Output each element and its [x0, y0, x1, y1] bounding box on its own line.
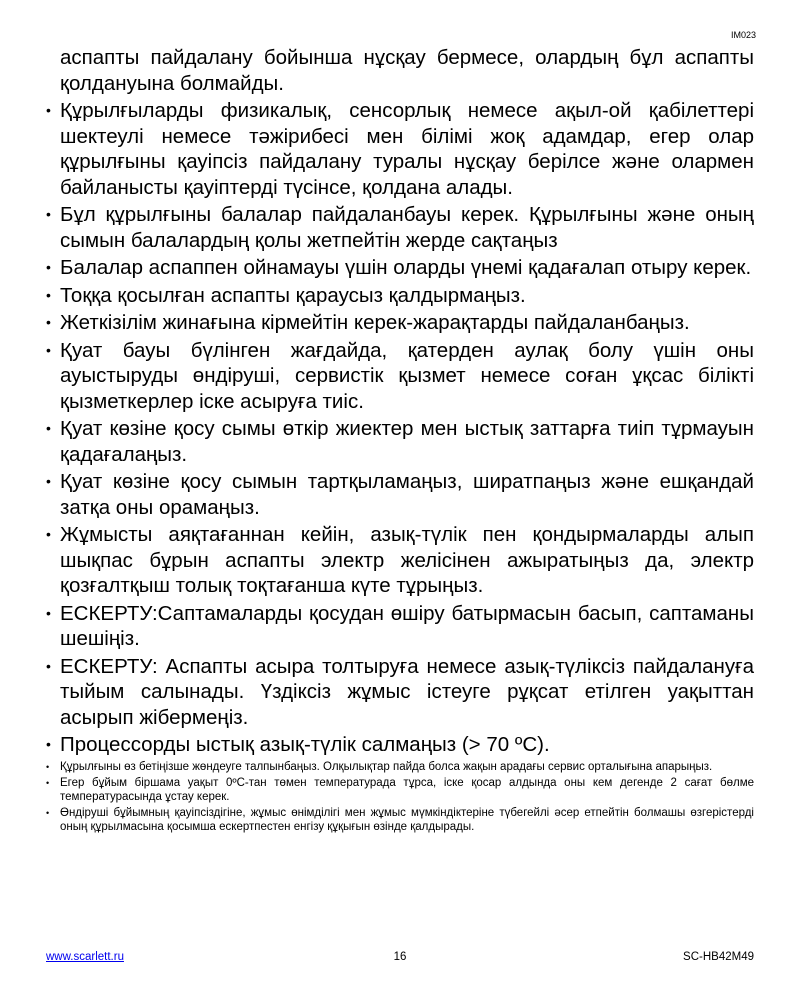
note-item: [46, 776, 754, 804]
note-text: Егер бұйым біршама уақыт 0ºC-тан төмен температурада тұрса, іске қосар алдында оны кем дегенде 2 сағат бөлме температурасында ұстау керек.: [60, 776, 754, 803]
list-item: [46, 732, 754, 758]
list-item-text: Қуат көзіне қосу сымы өткір жиектер мен ыстық заттарға тиіп тұрмауын қадағалаңыз.: [60, 417, 754, 466]
notes-list: [46, 760, 754, 834]
bullet-icon: •: [46, 657, 51, 674]
bullet-icon: •: [46, 314, 51, 330]
list-item: [46, 98, 754, 200]
bullet-icon: •: [46, 259, 51, 275]
list-item-text: ЕСКЕРТУ:Саптамаларды қосудан өшіру батырмасын басып, саптаманы шешіңіз.: [60, 601, 754, 650]
list-item-text: Балалар аспаппен ойнамауы үшін оларды үнемі қадағалап отыру керек.: [60, 256, 752, 279]
website-link[interactable]: www.scarlett.ru: [46, 951, 124, 963]
list-item: [46, 522, 754, 599]
bullet-icon: •: [46, 473, 51, 489]
bullet-icon: •: [46, 420, 51, 436]
intro-paragraph: аспапты пайдалану бойынша нұсқау бермесе, олардың бұл аспапты қолдануына болмайды.: [60, 46, 754, 95]
page-footer: [46, 951, 754, 963]
bullet-icon: •: [46, 341, 51, 358]
bullet-icon: •: [46, 604, 51, 621]
list-item-text: Қуат көзіне қосу сымын тартқыламаңыз, ширатпаңыз және ешқандай затқа оны орамаңыз.: [60, 470, 754, 519]
bullet-icon: •: [46, 102, 51, 118]
list-item: [46, 283, 754, 309]
list-item-text: Жұмысты аяқтағаннан кейін, азық-түлік пен қондырмаларды алып шықпас бұрын аспапты электр желісінен ажыратыңыз да, электр қозғалтқыш толық тоқтағанша күте тұрыңыз.: [60, 523, 754, 597]
list-item: [46, 654, 754, 731]
document-code: IM023: [730, 30, 756, 40]
bullet-icon: •: [46, 206, 51, 222]
list-item: [46, 202, 754, 253]
bullet-icon: •: [46, 807, 50, 818]
bullet-icon: •: [46, 761, 50, 772]
list-item: [46, 310, 754, 336]
main-content: [46, 45, 754, 836]
list-item-text: Қуат бауы бүлінген жағдайда, қатерден аулақ болу үшін оны ауыстыруды өндіруші, сервистік қызмет немесе соған ұқсас білікті қызметкерлер іске асыруға тиіс.: [60, 338, 754, 413]
bullet-icon: •: [46, 777, 50, 788]
list-item-text: Процессорды ыстық азық-түлік салмаңыз (> 70 ºC).: [60, 733, 550, 756]
bullet-icon: •: [46, 526, 51, 542]
note-item: [46, 806, 754, 834]
bullet-icon: •: [46, 736, 51, 752]
note-item: [46, 760, 754, 774]
safety-list: [46, 98, 754, 758]
list-item-text: ЕСКЕРТУ: Аспапты асыра толтыруға немесе азық-түліксіз пайдалануға тыйым салынады. Үздіксіз жұмыс істеуге рұқсат етілген уақыттан асырып жібермеңіз.: [60, 654, 754, 729]
bullet-icon: •: [46, 286, 51, 303]
list-item-text: Бұл құрылғыны балалар пайдаланбауы керек. Құрылғыны және оның сымын балалардың қолы жетпейтін жерде сақтаңыз: [60, 203, 754, 252]
note-text: Құрылғыны өз бетіңізше жөндеуге талпынбаңыз. Олқылықтар пайда болса жақын арадағы сервис орталығына апарыңыз.: [60, 760, 713, 773]
note-text: Өндіруші бұйымның қауіпсіздігіне, жұмыс өнімділігі мен жұмыс мүмкіндіктеріне түбегейлі әсер етпейтін болмашы өзгерістерді оның құрылмасына қосымша ескертпестен енгізу құқығын өзінде қалдырады.: [60, 806, 754, 833]
list-item-text: Тоққа қосылған аспапты қараусыз қалдырмаңыз.: [60, 283, 526, 307]
list-item: [46, 469, 754, 520]
list-item: [46, 601, 754, 652]
list-item: [46, 416, 754, 467]
page-number: 16: [393, 951, 407, 963]
list-item-text: Құрылғыларды физикалық, сенсорлық немесе ақыл-ой қабілеттері шектеулі немесе тәжірибесі мен білімі жоқ адамдар, егер олар құрылғыны қауіпсіз пайдалану туралы нұсқау берілсе және олармен байланысты қауіптерді түсінсе, қолдана алады.: [60, 99, 754, 199]
list-item: [46, 255, 754, 281]
list-item: [46, 338, 754, 415]
list-item-text: Жеткізілім жинағына кірмейтін керек-жарақтарды пайдаланбаңыз.: [60, 311, 690, 334]
model-number: SC-HB42M49: [683, 951, 754, 963]
